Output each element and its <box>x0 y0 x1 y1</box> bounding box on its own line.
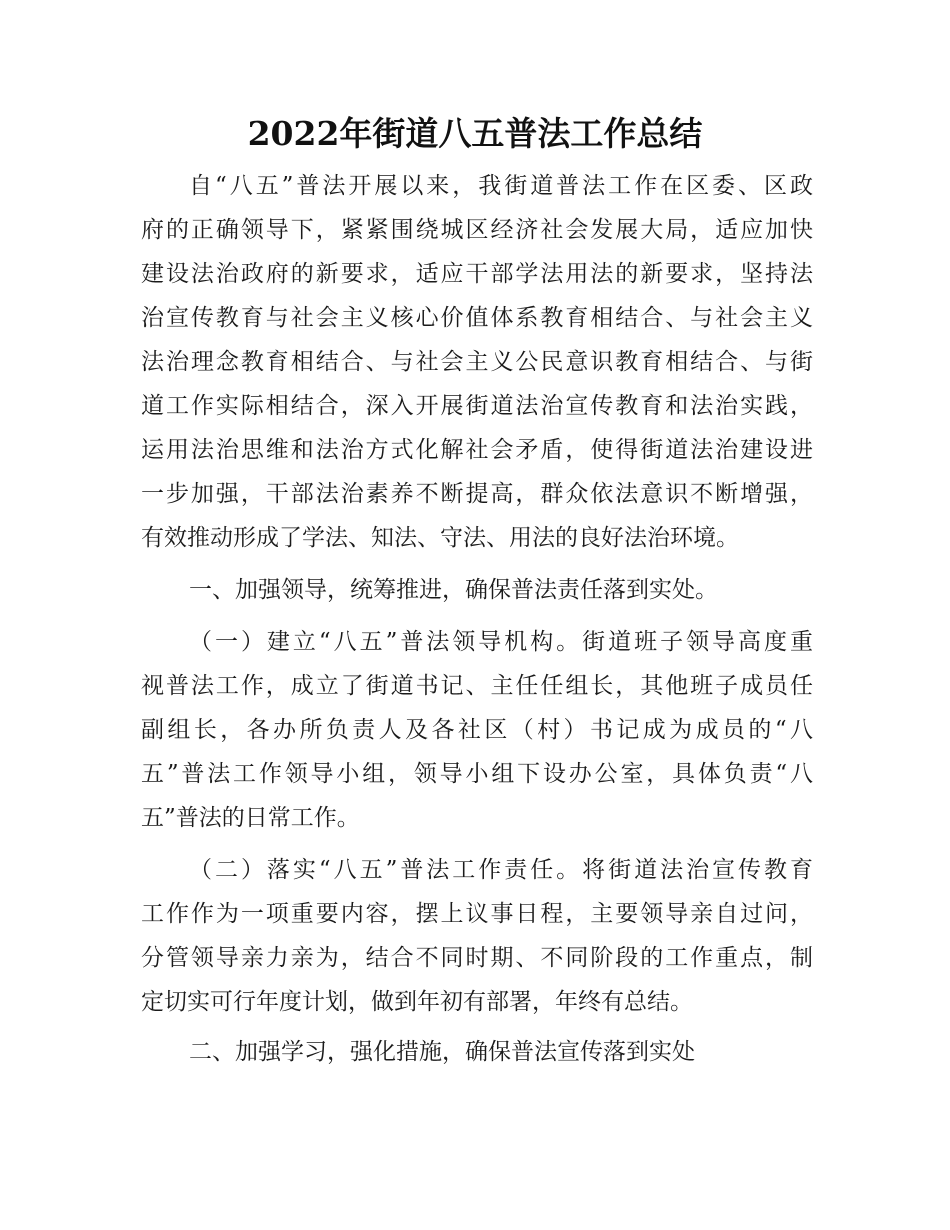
paragraph-line: 副组长，各办所负责人及各社区（村）书记成为成员的“八 <box>141 717 813 743</box>
paragraph-line: 府的正确领导下，紧紧围绕城区经济社会发展大局，适应加快 <box>141 217 813 243</box>
paragraph-line: 法治理念教育相结合、与社会主义公民意识教育相结合、与街 <box>141 349 813 375</box>
paragraph-line: 定切实可行年度计划，做到年初有部署，年终有总结。 <box>141 989 693 1015</box>
paragraph-line: 运用法治思维和法治方式化解社会矛盾，使得街道法治建设进 <box>141 437 813 463</box>
subsection-two-paragraph <box>141 848 813 1024</box>
subsection-one-paragraph <box>141 620 813 840</box>
paragraph-line: 自“八五”普法开展以来，我街道普法工作在区委、区政 <box>189 173 813 199</box>
heading-line: 二、加强学习，强化措施，确保普法宣传落到实处 <box>189 1039 695 1065</box>
intro-paragraph <box>141 164 813 560</box>
document-title: 2022年街道八五普法工作总结 <box>247 114 703 153</box>
paragraph-line: 分管领导亲力亲为，结合不同时期、不同阶段的工作重点，制 <box>141 945 813 971</box>
heading-line: 一、加强领导，统筹推进，确保普法责任落到实处。 <box>189 577 718 603</box>
paragraph-line: （一）建立“八五”普法领导机构。街道班子领导高度重 <box>189 629 813 655</box>
paragraph-line: 治宣传教育与社会主义核心价值体系教育相结合、与社会主义 <box>141 305 813 331</box>
section-one-heading <box>141 568 813 612</box>
paragraph-line: 视普法工作，成立了街道书记、主任任组长，其他班子成员任 <box>141 673 813 699</box>
paragraph-line: 道工作实际相结合，深入开展街道法治宣传教育和法治实践， <box>141 393 813 419</box>
paragraph-line: 五”普法工作领导小组，领导小组下设办公室，具体负责“八 <box>141 761 813 787</box>
paragraph-line: 建设法治政府的新要求，适应干部学法用法的新要求，坚持法 <box>141 261 813 287</box>
section-two-heading <box>141 1030 813 1074</box>
paragraph-line: 工作作为一项重要内容，摆上议事日程，主要领导亲自过问， <box>141 901 813 927</box>
paragraph-line: （二）落实“八五”普法工作责任。将街道法治宣传教育 <box>189 857 813 883</box>
paragraph-line: 一步加强，干部法治素养不断提高，群众依法意识不断增强， <box>141 481 813 507</box>
paragraph-line: 有效推动形成了学法、知法、守法、用法的良好法治环境。 <box>141 525 739 551</box>
paragraph-line: 五”普法的日常工作。 <box>141 805 360 831</box>
